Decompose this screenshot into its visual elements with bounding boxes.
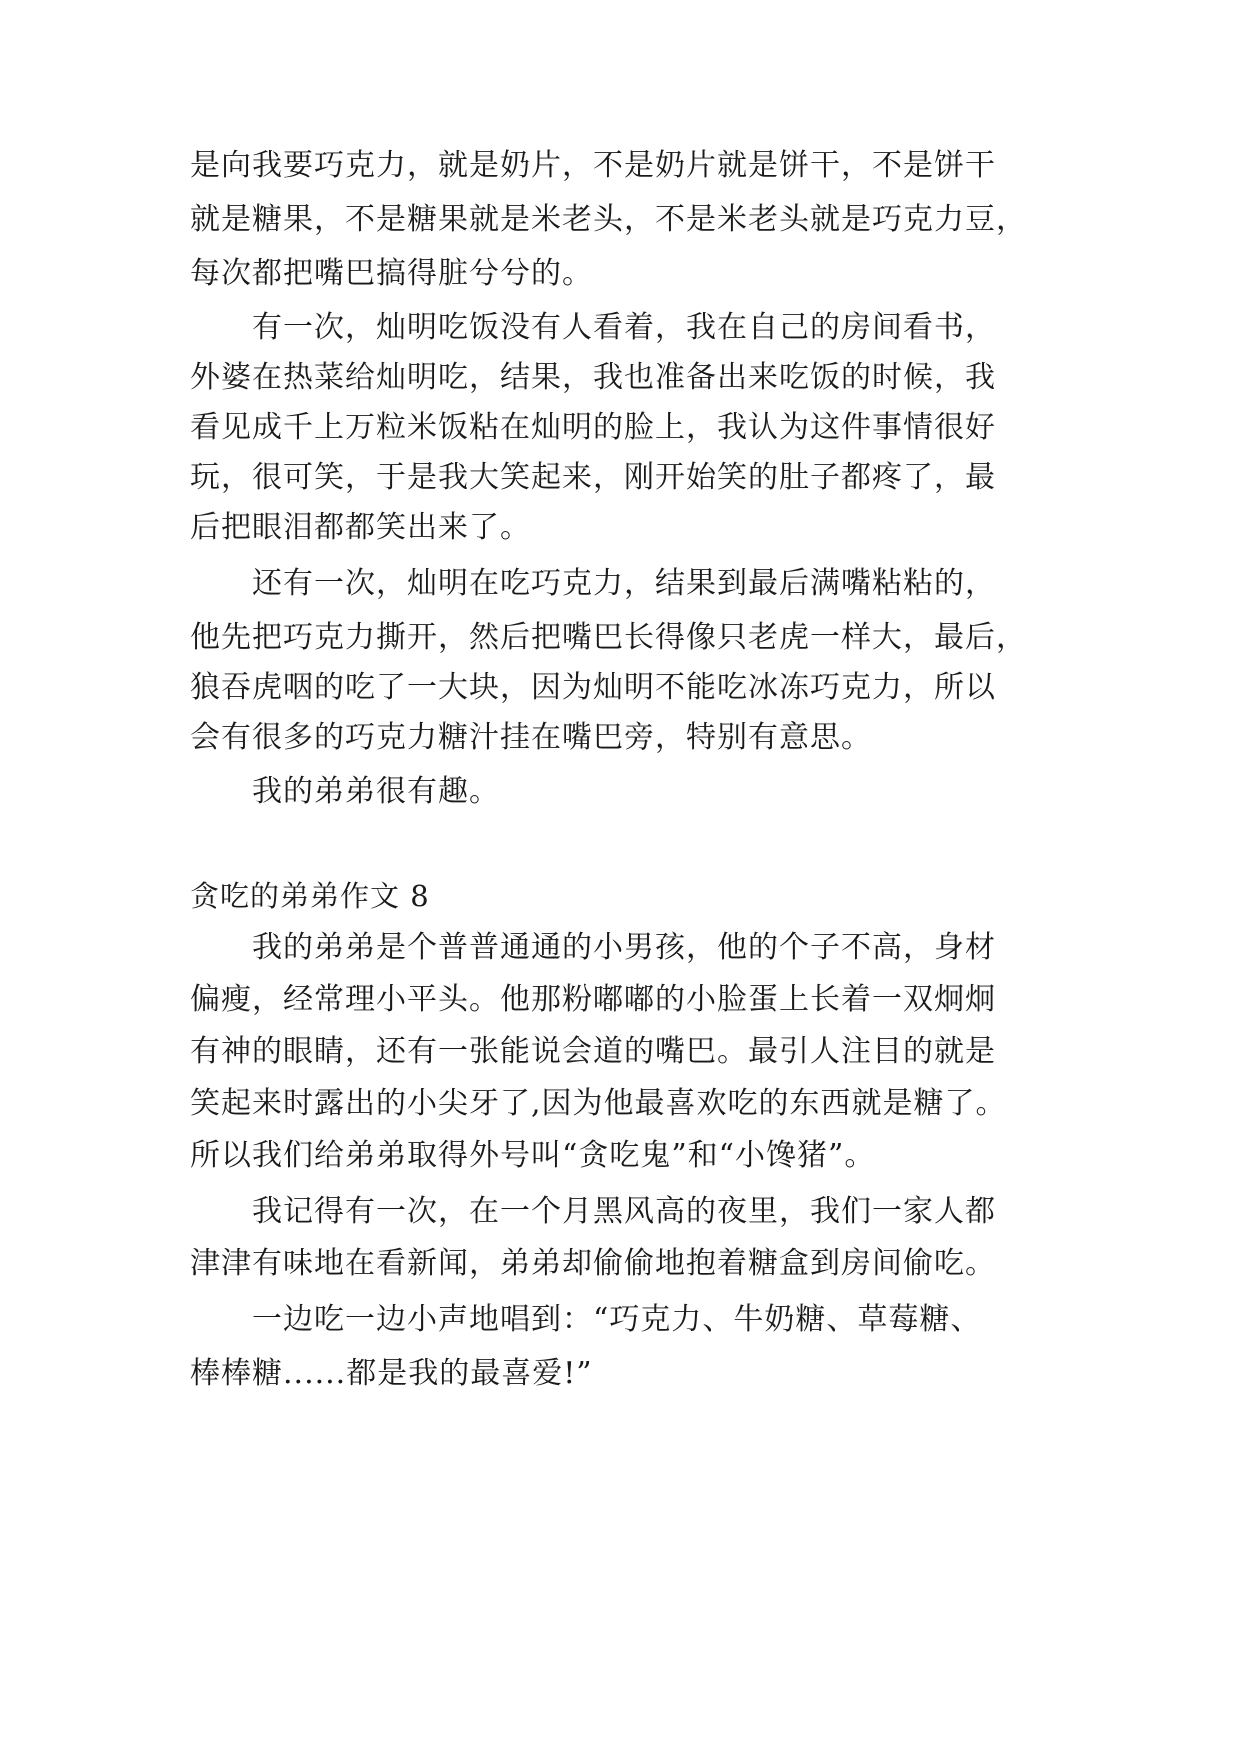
paragraph-line: 是向我要巧克力，就是奶片，不是奶片就是饼干，不是饼干 (190, 148, 996, 183)
paragraph-line: 有神的眼睛，还有一张能说会道的嘴巴。最引人注目的就是 (190, 1034, 996, 1069)
paragraph-line: 他先把巧克力撕开，然后把嘴巴长得像只老虎一样大，最后， (190, 620, 1027, 655)
paragraph-line: 外婆在热菜给灿明吃，结果，我也准备出来吃饭的时候，我 (190, 360, 996, 395)
paragraph-line: 有一次，灿明吃饭没有人看着，我在自己的房间看书， (190, 310, 996, 345)
paragraph-line: 我记得有一次，在一个月黑风高的夜里，我们一家人都 (190, 1194, 996, 1229)
paragraph-line: 狼吞虎咽的吃了一大块，因为灿明不能吃冰冻巧克力，所以 (190, 670, 996, 705)
paragraph-line: 后把眼泪都都笑出来了。 (190, 510, 531, 545)
paragraph-line: 一边吃一边小声地唱到：“巧克力、牛奶糖、草莓糖、 (190, 1302, 982, 1337)
paragraph-line: 我的弟弟是个普普通通的小男孩，他的个子不高，身材 (190, 930, 996, 965)
paragraph-line: 津津有味地在看新闻，弟弟却偷偷地抱着糖盒到房间偷吃。 (190, 1246, 996, 1281)
paragraph-line: 我的弟弟很有趣。 (190, 774, 500, 809)
paragraph-line: 棒棒糖......都是我的最喜爱!” (190, 1356, 593, 1391)
paragraph-line: 玩，很可笑，于是我大笑起来，刚开始笑的肚子都疼了，最 (190, 460, 996, 495)
paragraph-line: 还有一次，灿明在吃巧克力，结果到最后满嘴粘粘的， (190, 566, 996, 601)
paragraph-line: 笑起来时露出的小尖牙了,因为他最喜欢吃的东西就是糖了。 (190, 1086, 1007, 1121)
section-heading: 贪吃的弟弟作文 8 (190, 879, 430, 913)
paragraph-line: 所以我们给弟弟取得外号叫“贪吃鬼”和“小馋猪”。 (190, 1138, 876, 1173)
paragraph-line: 每次都把嘴巴搞得脏兮兮的。 (190, 256, 593, 291)
paragraph-line: 看见成千上万粒米饭粘在灿明的脸上，我认为这件事情很好 (190, 410, 996, 445)
paragraph-line: 会有很多的巧克力糖汁挂在嘴巴旁，特别有意思。 (190, 720, 872, 755)
paragraph-line: 偏瘦，经常理小平头。他那粉嘟嘟的小脸蛋上长着一双炯炯 (190, 982, 996, 1017)
paragraph-line: 就是糖果，不是糖果就是米老头，不是米老头就是巧克力豆， (190, 202, 1027, 237)
